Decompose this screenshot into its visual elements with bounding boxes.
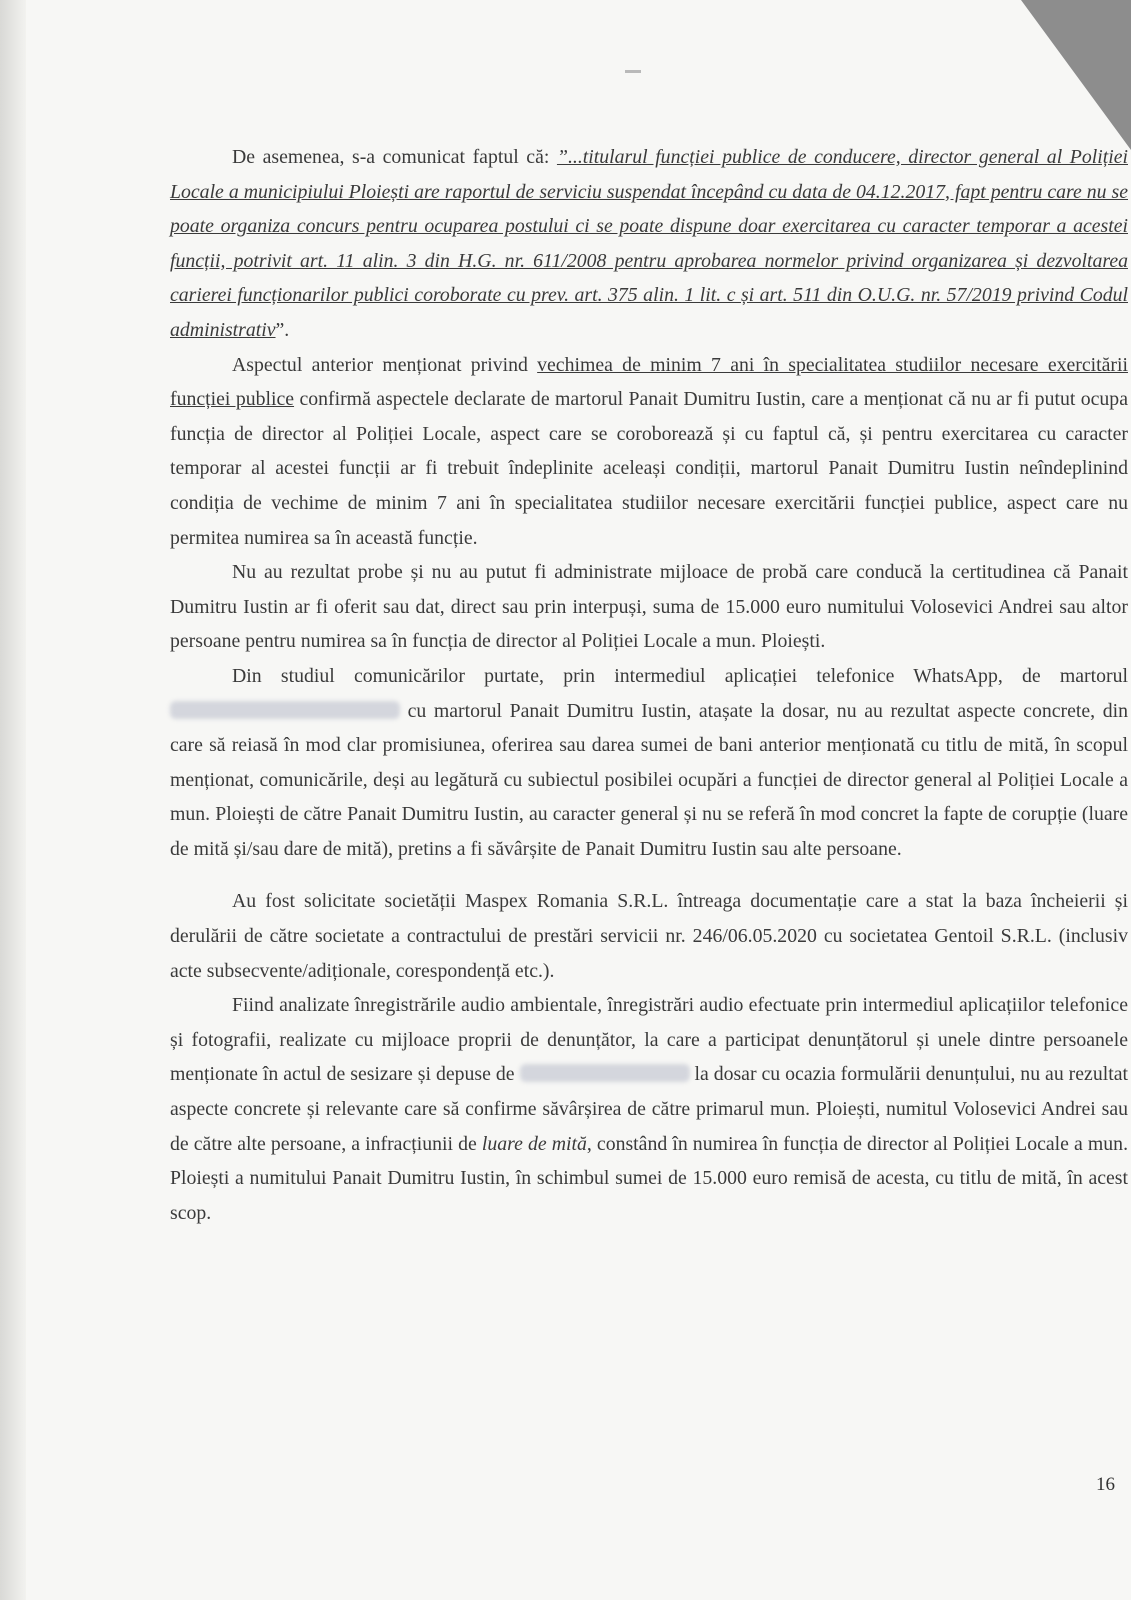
redacted-name (170, 701, 400, 719)
redacted-name (520, 1064, 690, 1082)
paragraph-6-mid: la dosar cu ocazia formulării denunțului, nu au rezultat aspecte concrete și relevante care să confirme săvârșirea de către primarul mun. Ploiești, numitul Volosevici Andrei sau de către alte persoane, a infracțiunii de (170, 1063, 1128, 1155)
scan-corner-fold (1021, 0, 1131, 150)
paragraph-6-rest: , constând în numirea în funcția de director al Poliției Locale a mun. Ploiești a numitului Panait Dumitru Iustin, în schimbul sumei de 15.000 euro remisă de acesta, cu titlu de mită, în acest scop. (170, 1132, 1129, 1224)
page-number: 16 (1096, 1474, 1115, 1495)
paragraph-2-rest: confirmă aspectele declarate de martorul Panait Dumitru Iustin, care a menționat că nu ar fi putut ocupa funcția de director al Poliției Locale, aspect care se coroborează și cu faptul că, și pentru exercitarea cu caracter temporar al acestei funcții ar fi trebuit îndeplinite aceleași condiții, martorul Panait Dumitru Iustin neîndeplinind condiția de vechime de minim 7 ani în specialitatea studiilor necesare exercitării funcției publice, aspect care nu permitea numirea sa în această funcție. (170, 388, 1128, 549)
paragraph-5: Au fost solicitate societății Maspex Romania S.R.L. întreaga documentație care a stat la baza încheierii și derulării de către societate a contractului de prestări servicii nr. 246/06.05.2020 cu societatea Gentoil S.R.L. (inclusiv acte subsecvente/adiționale, corespondență etc.). (170, 890, 1128, 982)
paragraph-4-lead: Din studiul comunicărilor purtate, prin intermediul aplicației telefonice WhatsApp, de martorul (232, 664, 1128, 687)
underlined-phrase: vechimea de minim 7 ani în specialitatea studiilor necesare exercitării funcției publice (170, 353, 1128, 411)
document-page (170, 140, 1128, 1230)
offense-name: luare de mită (481, 1132, 587, 1155)
paragraph-3: Nu au rezultat probe și nu au putut fi administrate mijloace de probă care conducă la certitudinea că Panait Dumitru Iustin ar fi oferit sau dat, direct sau prin interpuși, suma de 15.000 euro numitului Volosevici Andrei sau altor persoane pentru numirea sa în funcția de director al Poliției Locale a mun. Ploiești. (170, 561, 1128, 653)
quote-close: ”. (275, 318, 290, 341)
paragraph-1 (170, 140, 1128, 348)
paragraph-4-rest: cu martorul Panait Dumitru Iustin, atașate la dosar, nu au rezultat aspecte concrete, din care să reiasă în mod clar promisiunea, oferirea sau darea sumei de bani anterior menționată cu titlu de mită, în scopul menționat, comunicările, deși au legătură cu subiectul posibilei ocupări a funcției de director general al Poliției Locale a mun. Ploiești de către Panait Dumitru Iustin, au caracter general și nu se referă în mod concret la fapte de corupție (luare de mită și/sau dare de mită), pretins a fi săvârșite de Panait Dumitru Iustin sau alte persoane. (170, 699, 1128, 860)
scan-mark (625, 70, 641, 73)
paragraph-2 (170, 348, 1128, 556)
paragraph-6 (170, 988, 1128, 1230)
paragraph-6-lead: Fiind analizate înregistrările audio ambientale, înregistrări audio efectuate prin intermediul aplicațiilor telefonice și fotografii, realizate cu mijloace proprii de denunțător, la care a participat denunțătorul și unele dintre persoanele menționate în actul de sesizare și depuse de (170, 994, 1128, 1086)
paragraph-4 (170, 659, 1128, 867)
paragraph-2-lead: Aspectul anterior menționat privind (232, 353, 538, 376)
paragraph-1-lead: De asemenea, s-a comunicat faptul că: (232, 146, 557, 168)
quoted-text: ”...titularul funcției publice de conducere, director general al Poliției Locale a municipiului Ploiești are raportul de serviciu suspendat începând cu data de 04.12.2017, fapt pentru care nu se poate organiza concurs pentru ocuparea postului ci se poate dispune doar exercitarea cu caracter temporar a acestei funcții, potrivit art. 11 alin. 3 din H.G. nr. 611/2008 pentru aprobarea normelor privind organizarea și dezvoltarea carierei funcționarilor publici coroborate cu prev. art. 375 alin. 1 lit. c și art. 511 din O.U.G. nr. 57/2019 privind Codul administrativ (170, 146, 1128, 341)
scan-shadow-left (0, 0, 26, 1600)
